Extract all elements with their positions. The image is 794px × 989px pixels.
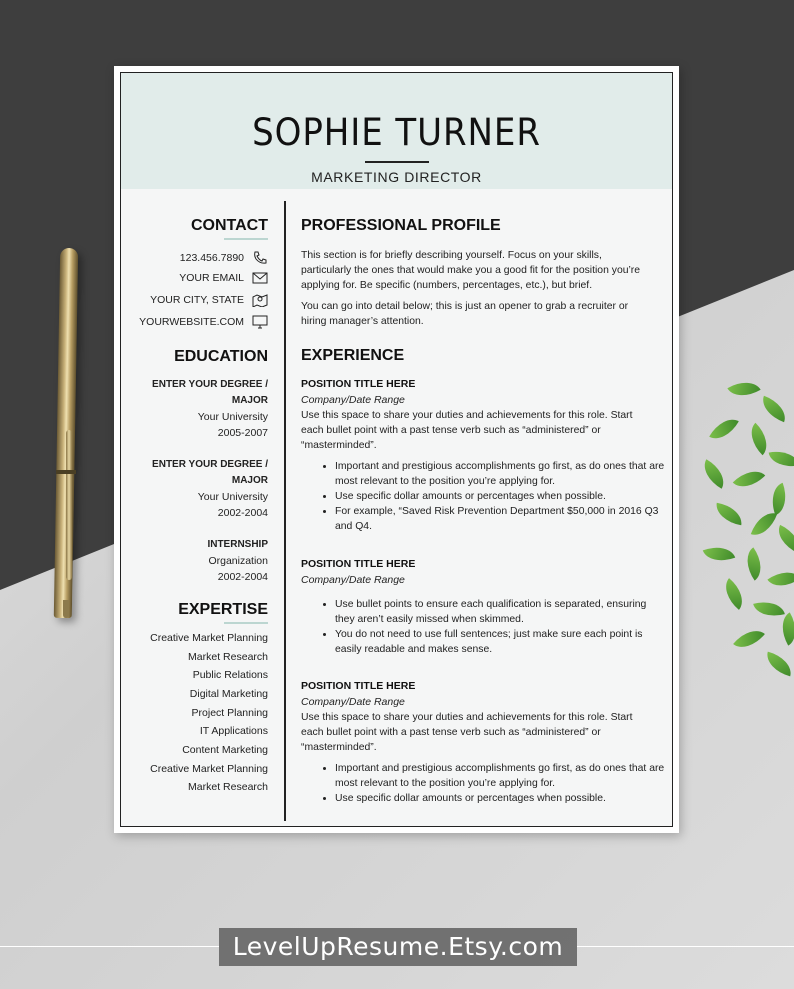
pen-ring [56,470,76,474]
expertise-item: Content Marketing [182,744,268,756]
contact-location [150,293,268,307]
expertise-item: Project Planning [191,707,268,719]
expertise-item: Digital Marketing [189,688,268,700]
watermark-line-right [577,946,794,947]
contact-website [139,315,268,329]
job-description: Use this space to share your duties and achievements for this role. Start each bullet point with a past tense verb such as “administered” or “masterminded”. [301,410,633,451]
phone-icon [252,251,268,265]
job-title: POSITION TITLE HERE [301,558,416,570]
expertise-item: IT Applications [199,725,268,737]
expertise-underline [224,622,268,624]
education-degree: ENTER YOUR DEGREE / [152,379,268,390]
education-years: 2002-2004 [217,571,268,583]
envelope-icon [252,271,268,285]
watermark-line-left [0,946,219,947]
resume-page [114,66,679,833]
candidate-name: SOPHIE TURNER [252,111,541,154]
pen-clip [66,430,72,580]
expertise-heading: EXPERTISE [178,601,268,618]
education-years: 2002-2004 [217,507,268,519]
resume-border [120,72,673,827]
education-heading: EDUCATION [174,348,268,365]
expertise-item: Public Relations [192,669,268,681]
map-pin-icon [252,293,268,307]
contact-phone [180,251,268,265]
pen-tip [63,600,69,618]
education-school: Your University [197,411,268,423]
bullet-item: • Important and prestigious accomplishments go first, as do ones that are most relevant to the position you’re applying for. [335,761,665,791]
location-text: YOUR CITY, STATE [150,294,244,306]
job-title: POSITION TITLE HERE [301,680,416,692]
job-bullets [315,459,665,534]
expertise-item: Creative Market Planning [150,763,268,775]
job-description: Use this space to share your duties and achievements for this role. Start each bullet point with a past tense verb such as “administered” or “masterminded”. [301,712,633,753]
experience-heading: EXPERIENCE [301,347,405,364]
plant-image [690,370,794,690]
watermark: LevelUpResume.Etsy.com [219,928,577,966]
expertise-item: Creative Market Planning [150,632,268,644]
profile-paragraph: This section is for briefly describing yourself. Focus on your skills, particularly the ones that would make you a good fit for the position you’re applying for. Be specific (numbers, percentages, etc.), but brief. [301,250,641,291]
column-divider [284,201,286,821]
job-company: Company/Date Range [301,696,405,708]
contact-heading: CONTACT [190,217,268,234]
bullet-item: • Use bullet points to ensure each qualification is separated, ensuring they aren’t easily missed when skimmed. [335,597,665,627]
monitor-icon [252,315,268,329]
profile-paragraph: You can go into detail below; this is just an opener to grab a recruiter or hiring manager’s attention. [301,301,629,327]
education-school: Your University [197,491,268,503]
bullet-item: • You do not need to use full sentences; just make sure each point is easily readable and makes sense. [335,627,665,657]
education-degree: MAJOR [231,395,268,406]
contact-email [179,271,268,285]
education-degree: ENTER YOUR DEGREE / [152,459,268,470]
bullet-item: • Important and prestigious accomplishments go first, as do ones that are most relevant to the position you’re applying for. [335,459,665,489]
education-degree: MAJOR [231,475,268,486]
expertise-item: Market Research [188,651,268,663]
education-years: 2005-2007 [217,427,268,439]
name-divider [365,161,429,163]
website-text: YOURWEBSITE.COM [139,316,244,328]
bullet-item: • Use specific dollar amounts or percentages when possible. [335,489,665,504]
bullet-item: • Use specific dollar amounts or percentages when possible. [335,791,665,806]
job-title: POSITION TITLE HERE [301,378,416,390]
job-company: Company/Date Range [301,574,405,586]
candidate-role: MARKETING DIRECTOR [311,169,482,185]
job-bullets [315,761,665,806]
profile-heading: PROFESSIONAL PROFILE [301,217,501,234]
expertise-item: Market Research [188,781,268,793]
job-company: Company/Date Range [301,394,405,406]
bullet-item: • For example, “Saved Risk Prevention Department $50,000 in 2016 Q3 and Q4. [335,504,665,534]
email-text: YOUR EMAIL [179,272,244,284]
contact-underline [224,238,268,240]
phone-text: 123.456.7890 [179,252,244,264]
job-bullets [315,597,665,657]
education-school: Organization [208,555,268,567]
education-degree: INTERNSHIP [207,539,268,550]
